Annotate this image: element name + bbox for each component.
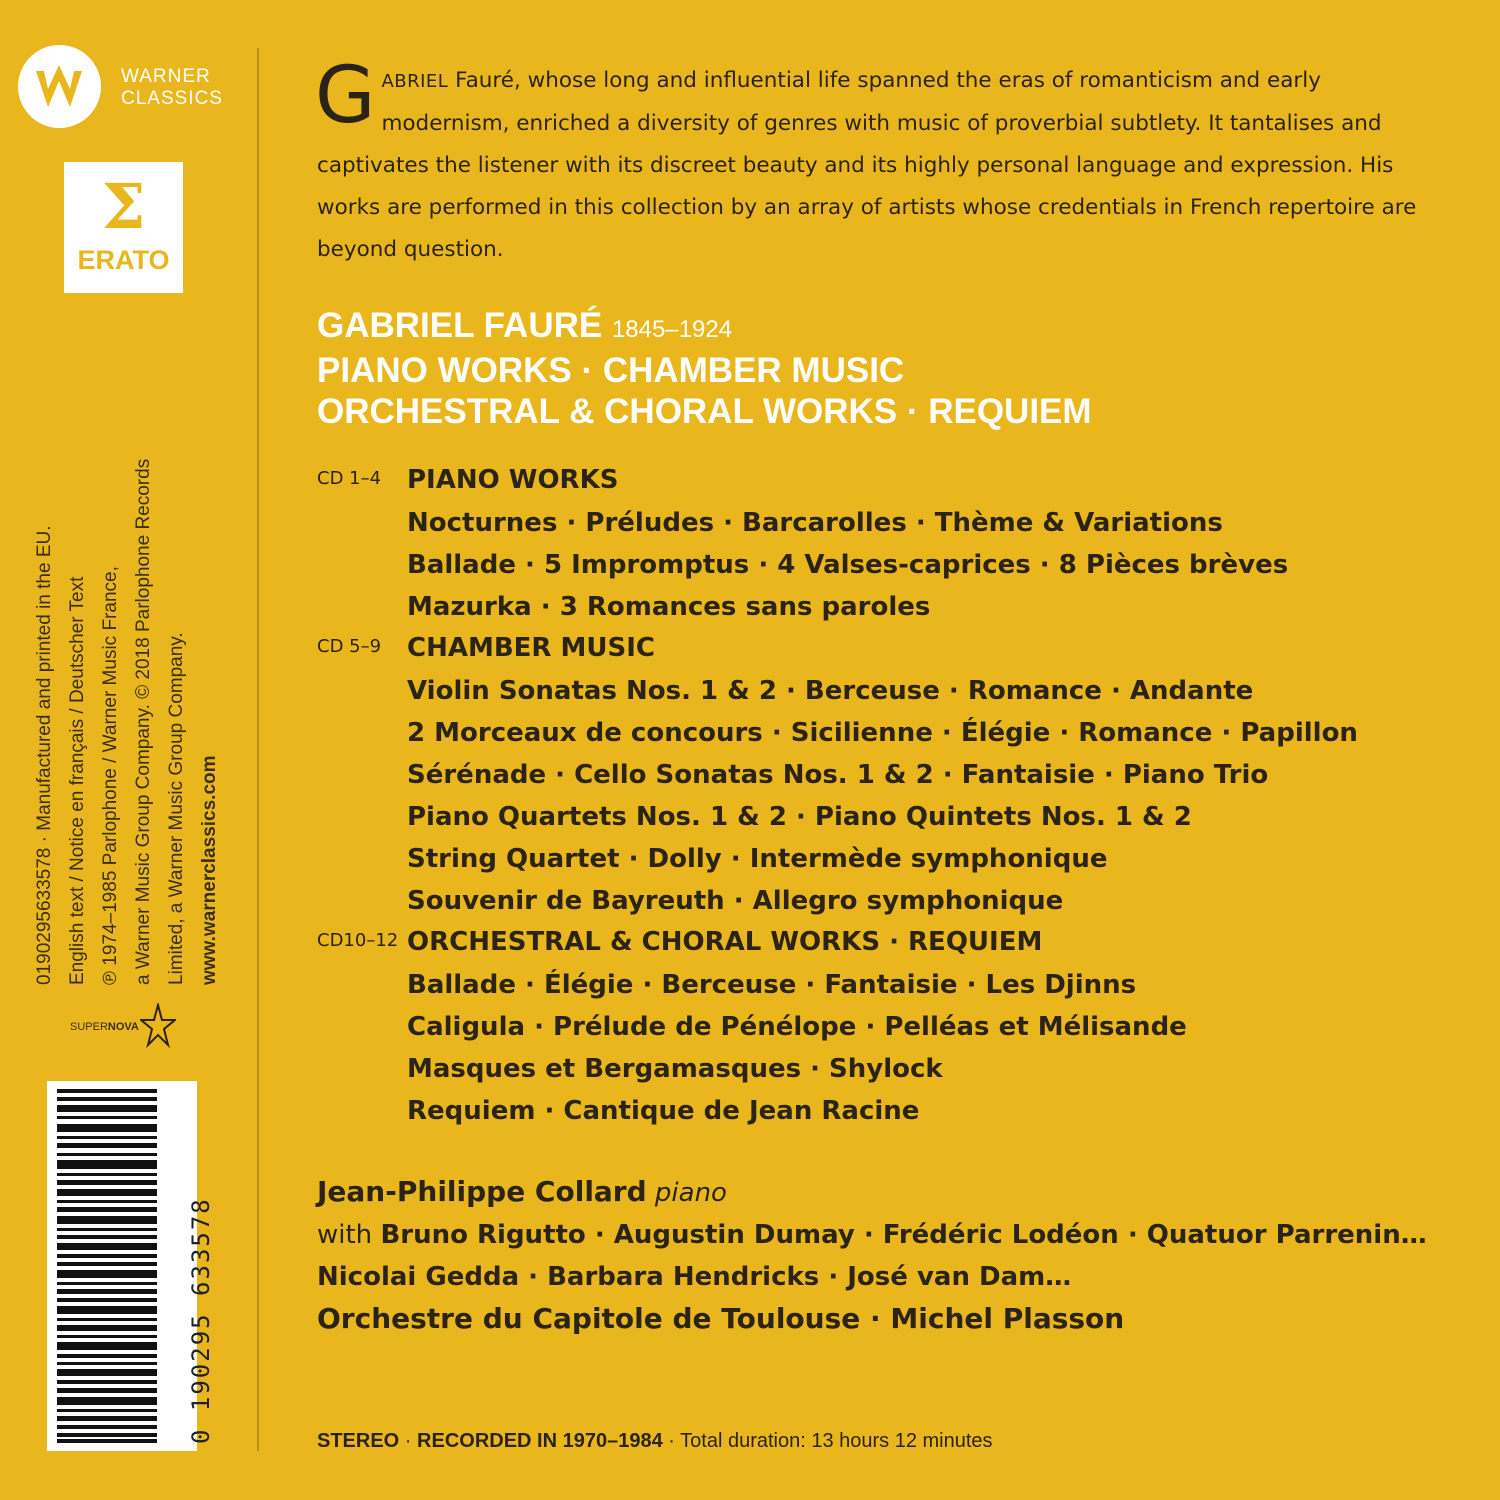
website-link[interactable]: www.warnerclassics.com xyxy=(199,755,220,985)
vertical-divider xyxy=(257,48,259,1451)
star-icon xyxy=(140,1003,176,1049)
orchestra-conductor-line: Orchestre du Capitole de Toulouse · Michel Plasson xyxy=(317,1302,1125,1335)
works-list xyxy=(407,670,1358,922)
legal-line: ℗ 1974–1985 Parlophone / Warner Music France, xyxy=(100,566,121,985)
lead-performer-line xyxy=(317,1171,1467,1214)
list-item: Nocturnes · Préludes · Barcarolles · Thème & Variations xyxy=(407,508,1223,538)
list-item: Requiem · Cantique de Jean Racine xyxy=(407,1096,920,1126)
list-item: Caligula · Prélude de Pénélope · Pelléas et Mélisande xyxy=(407,1012,1187,1042)
list-item: Sérénade · Cello Sonatas Nos. 1 & 2 · Fantaisie · Piano Trio xyxy=(407,760,1269,790)
performers-line-3: Nicolai Gedda · Barbara Hendricks · José van Dam… xyxy=(317,1262,1072,1292)
list-item: Masques et Bergamasques · Shylock xyxy=(407,1054,943,1084)
intro-paragraph xyxy=(315,51,1447,271)
list-item: Ballade · Élégie · Berceuse · Fantaisie · Les Djinns xyxy=(407,970,1137,1000)
list-item: String Quartet · Dolly · Intermède symphonique xyxy=(407,844,1108,874)
recording-years: RECORDED IN 1970–1984 xyxy=(417,1430,663,1452)
legal-text xyxy=(28,345,226,985)
with-word: with xyxy=(317,1220,373,1250)
list-item: Violin Sonatas Nos. 1 & 2 · Berceuse · Romance · Andante xyxy=(407,676,1254,706)
barcode xyxy=(47,1081,197,1451)
list-item: Souvenir de Bayreuth · Allegro symphonique xyxy=(407,886,1064,916)
performers-line-2 xyxy=(317,1214,1467,1256)
supernova-label: SUPERNOVA xyxy=(70,1021,139,1033)
stereo-label: STEREO xyxy=(317,1430,400,1452)
works-list xyxy=(407,964,1187,1132)
performer-names: Bruno Rigutto · Augustin Dumay · Frédéric Lodéon · Quatuor Parrenin… xyxy=(380,1220,1427,1250)
sidebar xyxy=(0,0,258,1500)
intro-text: Fauré, whose long and influential life spanned the eras of romanticism and early modernism, enriched a diversity of genres with music of proverbial subtlety. It tantalises and captivates the listener with its discreet beauty and its highly personal language and expression. His works are performed in this collection by an array of artists whose credentials in French repertoire are beyond question. xyxy=(317,68,1417,262)
cd-range-label: CD 5–9 xyxy=(317,636,382,657)
list-item: Ballade · 5 Impromptus · 4 Valses-caprices · 8 Pièces brèves xyxy=(407,550,1289,580)
erato-label: ERATO xyxy=(77,245,170,275)
lead-performer-name: Jean-Philippe Collard xyxy=(317,1175,647,1208)
barcode-icon xyxy=(57,1089,157,1443)
cd-range-label: CD10–12 xyxy=(317,930,399,951)
section-title: PIANO WORKS xyxy=(407,465,619,495)
section-title: ORCHESTRAL & CHORAL WORKS · REQUIEM xyxy=(407,927,1043,957)
composer-line xyxy=(317,305,1467,350)
section-title: CHAMBER MUSIC xyxy=(407,633,655,663)
legal-line: a Warner Music Group Company. © 2018 Parlophone Records xyxy=(133,458,154,985)
title-block xyxy=(317,305,1467,432)
composer-dates: 1845–1924 xyxy=(611,316,733,343)
footer-info: STEREO · RECORDED IN 1970–1984 · Total duration: 13 hours 12 minutes xyxy=(317,1430,993,1452)
warner-logo-icon xyxy=(18,45,101,128)
drop-cap: G xyxy=(315,51,376,141)
supernova-logo xyxy=(70,1003,180,1053)
legal-line: 0190295633578 · Manufactured and printed in the EU. xyxy=(34,525,55,985)
list-item: 2 Morceaux de concours · Sicilienne · Élégie · Romance · Papillon xyxy=(407,718,1358,748)
performers-block xyxy=(317,1171,1467,1340)
list-item: Mazurka · 3 Romances sans paroles xyxy=(407,592,931,622)
intro-first-word: ABRIEL xyxy=(381,71,449,92)
sigma-icon: Σ xyxy=(101,170,146,243)
total-duration: Total duration: 13 hours 12 minutes xyxy=(680,1430,993,1452)
lead-performer-instrument: piano xyxy=(654,1178,727,1208)
subtitle-line-1: PIANO WORKS · CHAMBER MUSIC xyxy=(317,351,905,390)
erato-logo xyxy=(64,162,183,293)
subtitle-line-2: ORCHESTRAL & CHORAL WORKS · REQUIEM xyxy=(317,392,1092,431)
barcode-number: 0 190295 633578 xyxy=(187,1197,215,1444)
cd-range-label: CD 1–4 xyxy=(317,468,382,489)
legal-line: Limited, a Warner Music Group Company. xyxy=(166,632,187,985)
list-item: Piano Quartets Nos. 1 & 2 · Piano Quintets Nos. 1 & 2 xyxy=(407,802,1192,832)
legal-line: English text / Notice en français / Deutscher Text xyxy=(67,576,88,985)
brand-name: WARNER CLASSICS xyxy=(121,66,223,109)
composer-name: GABRIEL FAURÉ xyxy=(317,306,603,345)
works-list xyxy=(407,502,1288,628)
